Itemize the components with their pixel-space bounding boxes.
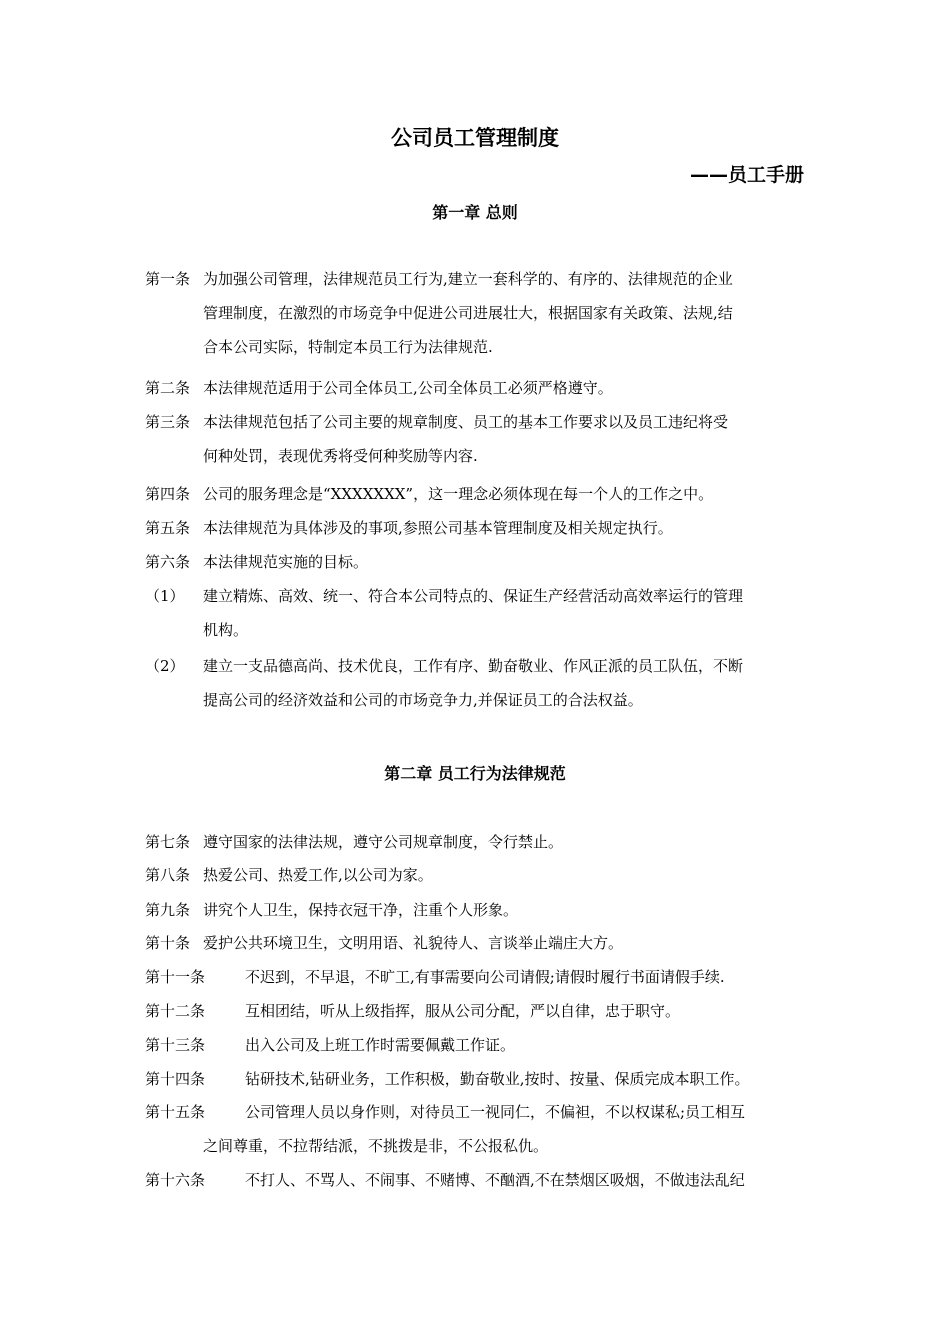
list-item-2 [145,649,810,717]
article-11 [145,960,810,994]
article-text: 不迟到，不早退，不旷工,有事需要向公司请假;请假时履行书面请假手续. [245,968,725,986]
document-subtitle: ——员工手册 [689,164,804,186]
article-13 [145,1028,810,1062]
article-text: 遵守国家的法律法规，遵守公司规章制度，令行禁止。 [203,833,564,851]
article-6 [145,545,810,579]
article-label: 第四条 [145,485,191,503]
article-2 [145,371,810,405]
article-label: 第十五条 [145,1103,206,1121]
article-text: 钻研技术,钻研业务，工作积极，勤奋敬业,按时、按量、保质完成本职工作。 [245,1070,750,1088]
article-text: 何种处罚，表现优秀将受何种奖励等内容. [203,447,478,465]
list-item-text: 机构。 [203,621,249,639]
article-text: 出入公司及上班工作时需要佩戴工作证。 [245,1036,516,1054]
article-label: 第十三条 [145,1036,206,1054]
article-text: 本法律规范适用于公司全体员工,公司全体员工必须严格遵守。 [203,379,613,397]
chapter-1-heading: 第一章 总则 [432,203,518,222]
article-14 [145,1062,810,1096]
article-text: 本法律规范实施的目标。 [203,553,369,571]
list-item-1 [145,579,810,647]
article-text: 不打人、不骂人、不闹事、不赌博、不酗酒,不在禁烟区吸烟，不做违法乱纪 [245,1171,745,1189]
article-text: 互相团结，听从上级指挥，服从公司分配，严以自律，忠于职守。 [245,1002,681,1020]
article-label: 第七条 [145,833,191,851]
article-7 [145,825,810,859]
article-1 [145,262,810,364]
list-item-label: （1） [145,587,185,605]
article-9 [145,893,810,927]
list-item-text: 建立一支品德高尚、技术优良，工作有序、勤奋敬业、作风正派的员工队伍，不断 [203,657,744,675]
article-text: 本法律规范为具体涉及的事项,参照公司基本管理制度及相关规定执行。 [203,519,673,537]
article-text: 公司的服务理念是“XXXXXXX”，这一理念必须体现在每一个人的工作之中。 [203,485,714,503]
document-title: 公司员工管理制度 [391,126,559,150]
article-16 [145,1163,810,1197]
article-12 [145,994,810,1028]
article-text: 讲究个人卫生，保持衣冠干净，注重个人形象。 [203,901,519,919]
article-3 [145,405,810,473]
article-label: 第六条 [145,553,191,571]
article-4 [145,477,810,511]
list-item-label: （2） [145,657,185,675]
article-label: 第十条 [145,934,191,952]
article-5 [145,511,810,545]
article-text: 之间尊重，不拉帮结派，不挑拨是非，不公报私仇。 [203,1137,549,1155]
article-text: 本法律规范包括了公司主要的规章制度、员工的基本工作要求以及员工违纪将受 [203,413,729,431]
article-10 [145,926,810,960]
article-label: 第五条 [145,519,191,537]
article-text: 热爱公司、热爱工作,以公司为家。 [203,866,433,884]
article-label: 第八条 [145,866,191,884]
list-item-text: 建立精炼、高效、统一、符合本公司特点的、保证生产经营活动高效率运行的管理 [203,587,744,605]
list-item-text: 提高公司的经济效益和公司的市场竞争力,并保证员工的合法权益。 [203,691,643,709]
article-label: 第三条 [145,413,191,431]
article-text: 公司管理人员以身作则，对待员工一视同仁，不偏袒，不以权谋私;员工相互 [245,1103,746,1121]
article-15 [145,1095,810,1163]
article-label: 第十四条 [145,1070,206,1088]
article-label: 第二条 [145,379,191,397]
article-8 [145,858,810,892]
article-text: 爱护公共环境卫生，文明用语、礼貌待人、言谈举止端庄大方。 [203,934,624,952]
article-label: 第十六条 [145,1171,206,1189]
article-label: 第九条 [145,901,191,919]
article-text: 管理制度，在激烈的市场竞争中促进公司进展壮大，根据国家有关政策、法规,结 [203,304,733,322]
chapter-2-heading: 第二章 员工行为法律规范 [384,764,566,783]
article-label: 第十二条 [145,1002,206,1020]
article-label: 第一条 [145,270,191,288]
article-label: 第十一条 [145,968,206,986]
article-text: 为加强公司管理，法律规范员工行为,建立一套科学的、有序的、法律规范的企业 [203,270,733,288]
article-text: 合本公司实际，特制定本员工行为法律规范. [203,338,493,356]
